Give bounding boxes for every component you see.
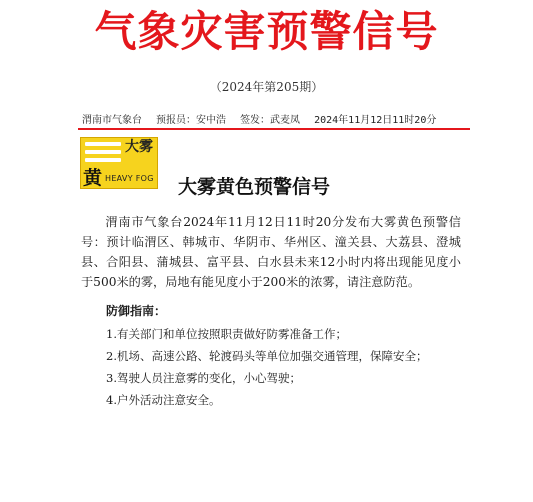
fog-level-cn: 黄 — [83, 167, 103, 189]
guidance-item: 2.机场、高速公路、轮渡码头等单位加强交通管理，保障安全； — [106, 349, 428, 363]
issuer-line — [82, 111, 462, 126]
fog-label-en: HEAVY FOG — [105, 174, 154, 183]
guidance-list — [106, 323, 427, 411]
issue-number: （2024年第205期） — [209, 80, 324, 94]
header-divider — [78, 128, 470, 130]
fog-lines-glyph — [85, 142, 121, 166]
guidance-heading: 防御指南： — [106, 304, 167, 318]
heavy-fog-yellow-warning-icon — [80, 137, 158, 189]
forecaster: 预报员：安中浩 — [156, 115, 227, 126]
issue-datetime: 2024年11月12日11时20分 — [314, 115, 437, 126]
guidance-item: 4.户外活动注意安全。 — [106, 393, 221, 407]
masthead-title: 气象灾害预警信号 — [94, 7, 439, 56]
signal-title: 大雾黄色预警信号 — [178, 176, 331, 198]
fog-label-cn: 大雾 — [125, 139, 153, 155]
warning-body: 渭南市气象台2024年11月12日11时20分发布大雾黄色预警信号：预计临渭区、韩城市、华阴市、华州区、潼关县、大荔县、澄城县、合阳县、蒲城县、富平县、白水县未来12小时内将出现能见度小于500米的雾，局地有能见度小于200米的浓雾，请注意防范。 — [81, 215, 461, 289]
guidance-item: 3.驾驶人员注意雾的变化，小心驾驶； — [106, 371, 301, 385]
signer: 签发：武麦凤 — [240, 115, 301, 126]
guidance-item: 1.有关部门和单位按照职责做好防雾准备工作； — [106, 327, 347, 341]
issuer: 渭南市气象台 — [82, 115, 142, 126]
